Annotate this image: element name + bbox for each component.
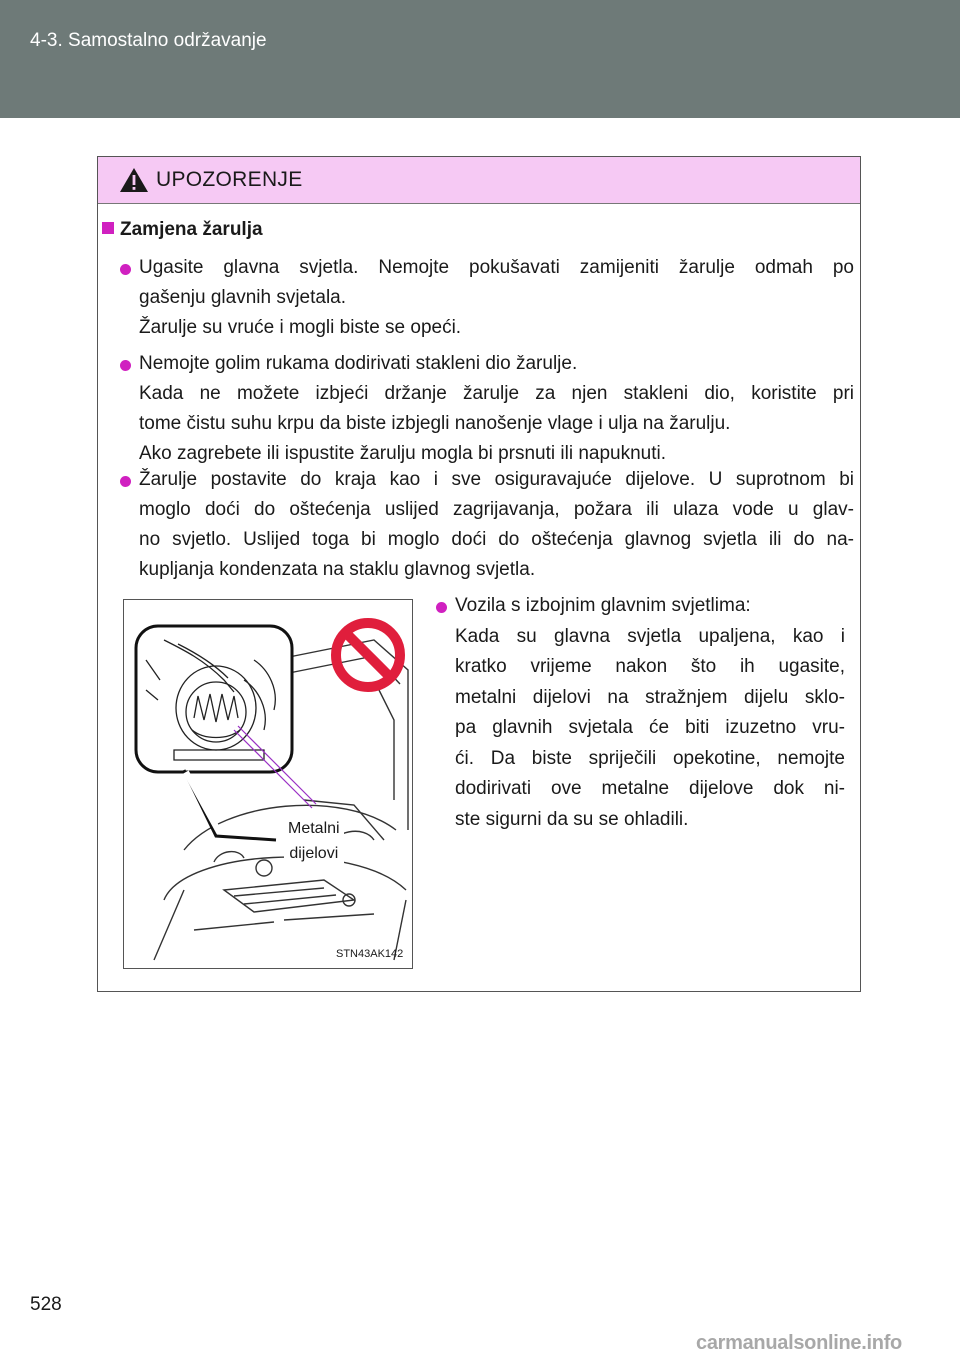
bullet-dot-icon — [120, 476, 131, 487]
bullet-text — [455, 591, 845, 835]
chapter-title: 4-3. Samostalno održavanje — [30, 30, 267, 51]
bullet-line: Kada ne možete izbjeći držanje žarulje za njen stakleni dio, koristite pri — [139, 383, 854, 404]
bullet-line: Ugasite glavna svjetla. Nemojte pokušavati zamijeniti žarulje odmah po — [139, 257, 854, 278]
callout-label-line: dijelovi — [289, 845, 339, 862]
bullet-line: Vozila s izbojnim glavnim svjetlima: — [455, 595, 751, 616]
bullet-line: Žarulje su vruće i mogli biste se opeći. — [139, 317, 462, 338]
bullet-line: pa glavnih svjetala će biti izuzetno vru- — [455, 717, 845, 738]
bullet-text — [139, 465, 854, 585]
section-heading-text: Zamjena žarulja — [120, 219, 263, 240]
bullet-line: metalni dijelovi na stražnjem dijelu sklo- — [455, 686, 845, 708]
bullet-dot-icon — [120, 360, 131, 371]
headlight-illustration — [123, 599, 413, 969]
square-bullet-icon — [102, 222, 114, 234]
section-heading — [102, 219, 263, 241]
watermark: carmanualsonline.info — [696, 1332, 902, 1354]
bullet-line: Žarulje postavite do kraja kao i sve osiguravajuće dijelove. U suprotnom bi — [139, 469, 854, 490]
bullet-item — [120, 355, 854, 475]
warning-box — [97, 156, 861, 992]
callout-label-line: Metalni — [288, 820, 340, 837]
bullet-line: ći. Da biste spriječili opekotine, nemojte — [455, 747, 845, 769]
page-number: 528 — [30, 1294, 62, 1315]
bullet-line: dodirivati ove metalne dijelove dok ni- — [455, 778, 845, 799]
bullet-item — [436, 597, 856, 847]
warning-header — [98, 157, 860, 204]
bullet-line: Kada su glavna svjetla upaljena, kao i — [455, 625, 845, 647]
bullet-line: moglo doći do oštećenja uslijed zagrijavanja, požara ili ulaza vode u glav- — [139, 499, 854, 520]
bullet-text — [139, 349, 854, 469]
bullet-line: tome čistu suhu krpu da biste izbjegli nanošenje vlage i ulja na žarulju. — [139, 413, 731, 434]
engine-bay-drawing — [124, 600, 412, 968]
bullet-line: no svjetlo. Uslijed toga bi moglo doći do oštećenja glavnog svjetla ili do na- — [139, 529, 854, 550]
warning-triangle-icon — [119, 167, 149, 193]
bullet-item — [120, 471, 854, 591]
illustration-code: STN43AK142 — [336, 948, 404, 960]
bullet-line: Ako zagrebete ili ispustite žarulju mogla bi prsnuti ili napuknuti. — [139, 443, 666, 464]
bullet-line: Nemojte golim rukama dodirivati stakleni dio žarulje. — [139, 353, 578, 374]
bullet-dot-icon — [120, 264, 131, 275]
bullet-line: kupljanja kondenzata na staklu glavnog svjetla. — [139, 559, 536, 580]
bullet-line: kratko vrijeme nakon što ih ugasite, — [455, 656, 845, 677]
bullet-dot-icon — [436, 602, 447, 613]
callout-label — [284, 816, 344, 866]
bullet-item — [120, 259, 854, 349]
bullet-text — [139, 253, 854, 343]
bullet-line: gašenju glavnih svjetala. — [139, 287, 347, 308]
chapter-header — [0, 0, 960, 118]
bullet-line: ste sigurni da su se ohladili. — [455, 808, 689, 830]
warning-title: UPOZORENJE — [156, 168, 303, 191]
